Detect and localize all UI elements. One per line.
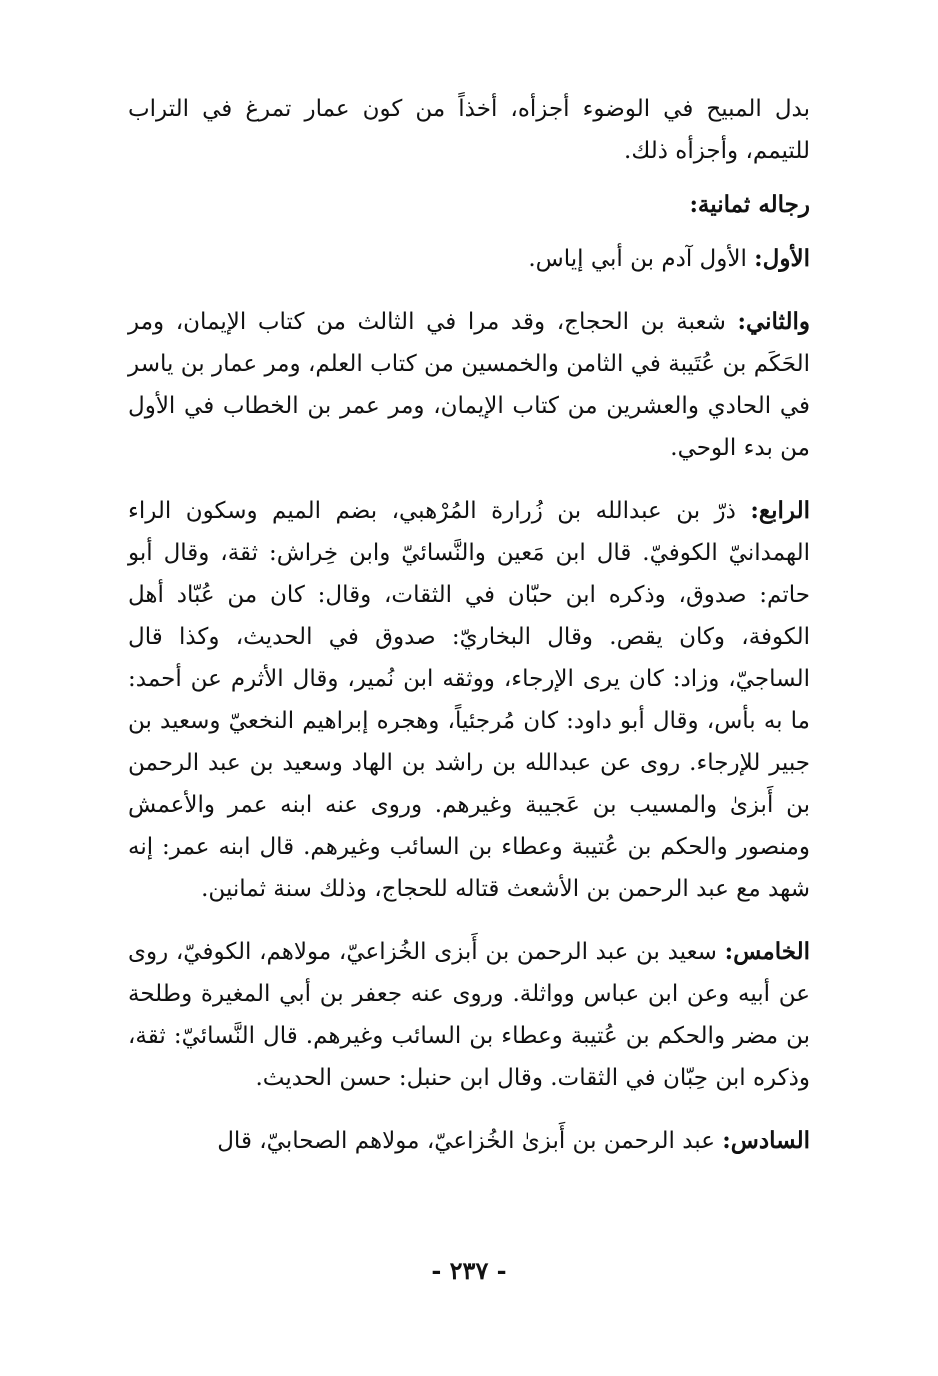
paragraph-lead: والثاني: bbox=[737, 308, 810, 335]
paragraph-lead: الخامس: bbox=[724, 938, 810, 965]
paragraph-sixth-narrator bbox=[128, 1120, 810, 1162]
paragraph-lead: الرابع: bbox=[750, 497, 811, 524]
paragraph-lead: السادس: bbox=[722, 1127, 810, 1154]
paragraph-text: ذرّ بن عبدالله بن زُرارة المُرْهبي، بضم الميم وسكون الراء الهمدانيّ الكوفيّ. قال ابن مَعين والنَّسائيّ وابن خِراش: ثقة، وقال أبو حاتم: صدوق، وذكره ابن حبّان في الثقات، وقال: كان من عُبّاد أهل الكوفة، وكان يقص. وقال البخاريّ: صدوق في الحديث، وكذا قال الساجيّ، وزاد: كان يرى الإرجاء، ووثقه ابن نُمير، وقال الأثرم عن أحمد: ما به بأس، وقال أبو داود: كان مُرجئياً، وهجره إبراهيم النخعيّ وسعيد بن جبير للإرجاء. روى عن عبدالله بن راشد بن الهاد وسعيد بن عبد الرحمن بن أَبزىٰ والمسيب بن عَجيبة وغيرهم. وروى عنه ابنه عمر والأعمش ومنصور والحكم بن عُتيبة وعطاء بن السائب وغيرهم. قال ابنه عمر: إنه شهد مع عبد الرحمن بن الأشعث قتاله للحجاج، وذلك سنة ثمانين. bbox=[128, 498, 810, 902]
section-heading: رجاله ثمانية: bbox=[689, 191, 810, 218]
page-number: - ٢٣٧ - bbox=[431, 1256, 507, 1285]
paragraph-text: سعيد بن عبد الرحمن بن أَبزى الخُزاعيّ، مولاهم، الكوفيّ، روى عن أبيه وعن ابن عباس وواثلة. وروى عنه جعفر بن أبي المغيرة وطلحة بن مضر والحكم بن عُتيبة وعطاء بن السائب وغيرهم. قال النَّسائيّ: ثقة، وذكره ابن حِبّان في الثقات. وقال ابن حنبل: حسن الحديث. bbox=[128, 939, 810, 1091]
paragraph-intro bbox=[128, 88, 810, 172]
paragraph-second-narrator bbox=[128, 301, 810, 469]
body-text bbox=[128, 88, 810, 1183]
paragraph-fourth-narrator bbox=[128, 490, 810, 910]
paragraph-fifth-narrator bbox=[128, 931, 810, 1099]
paragraph-text: الأول آدم بن أبي إياس. bbox=[528, 246, 747, 272]
paragraph-lead: الأول: bbox=[754, 245, 810, 272]
paragraph-text: شعبة بن الحجاج، وقد مرا في الثالث من كتاب الإيمان، ومر الحَكَم بن عُتَيبة في الثامن والخمسين من كتاب العلم، ومر عمار بن ياسر في الحادي والعشرين من كتاب الإيمان، ومر عمر بن الخطاب في الأول من بدء الوحي. bbox=[128, 309, 810, 461]
paragraph-text: عبد الرحمن بن أَبزىٰ الخُزاعيّ، مولاهم الصحابيّ، قال bbox=[217, 1128, 715, 1154]
paragraph-text: بدل المبيح في الوضوء أجزأه، أخذاً من كون عمار تمرغ في التراب للتيمم، وأجزأه ذلك. bbox=[128, 96, 810, 164]
paragraph-first-narrator bbox=[128, 238, 810, 280]
